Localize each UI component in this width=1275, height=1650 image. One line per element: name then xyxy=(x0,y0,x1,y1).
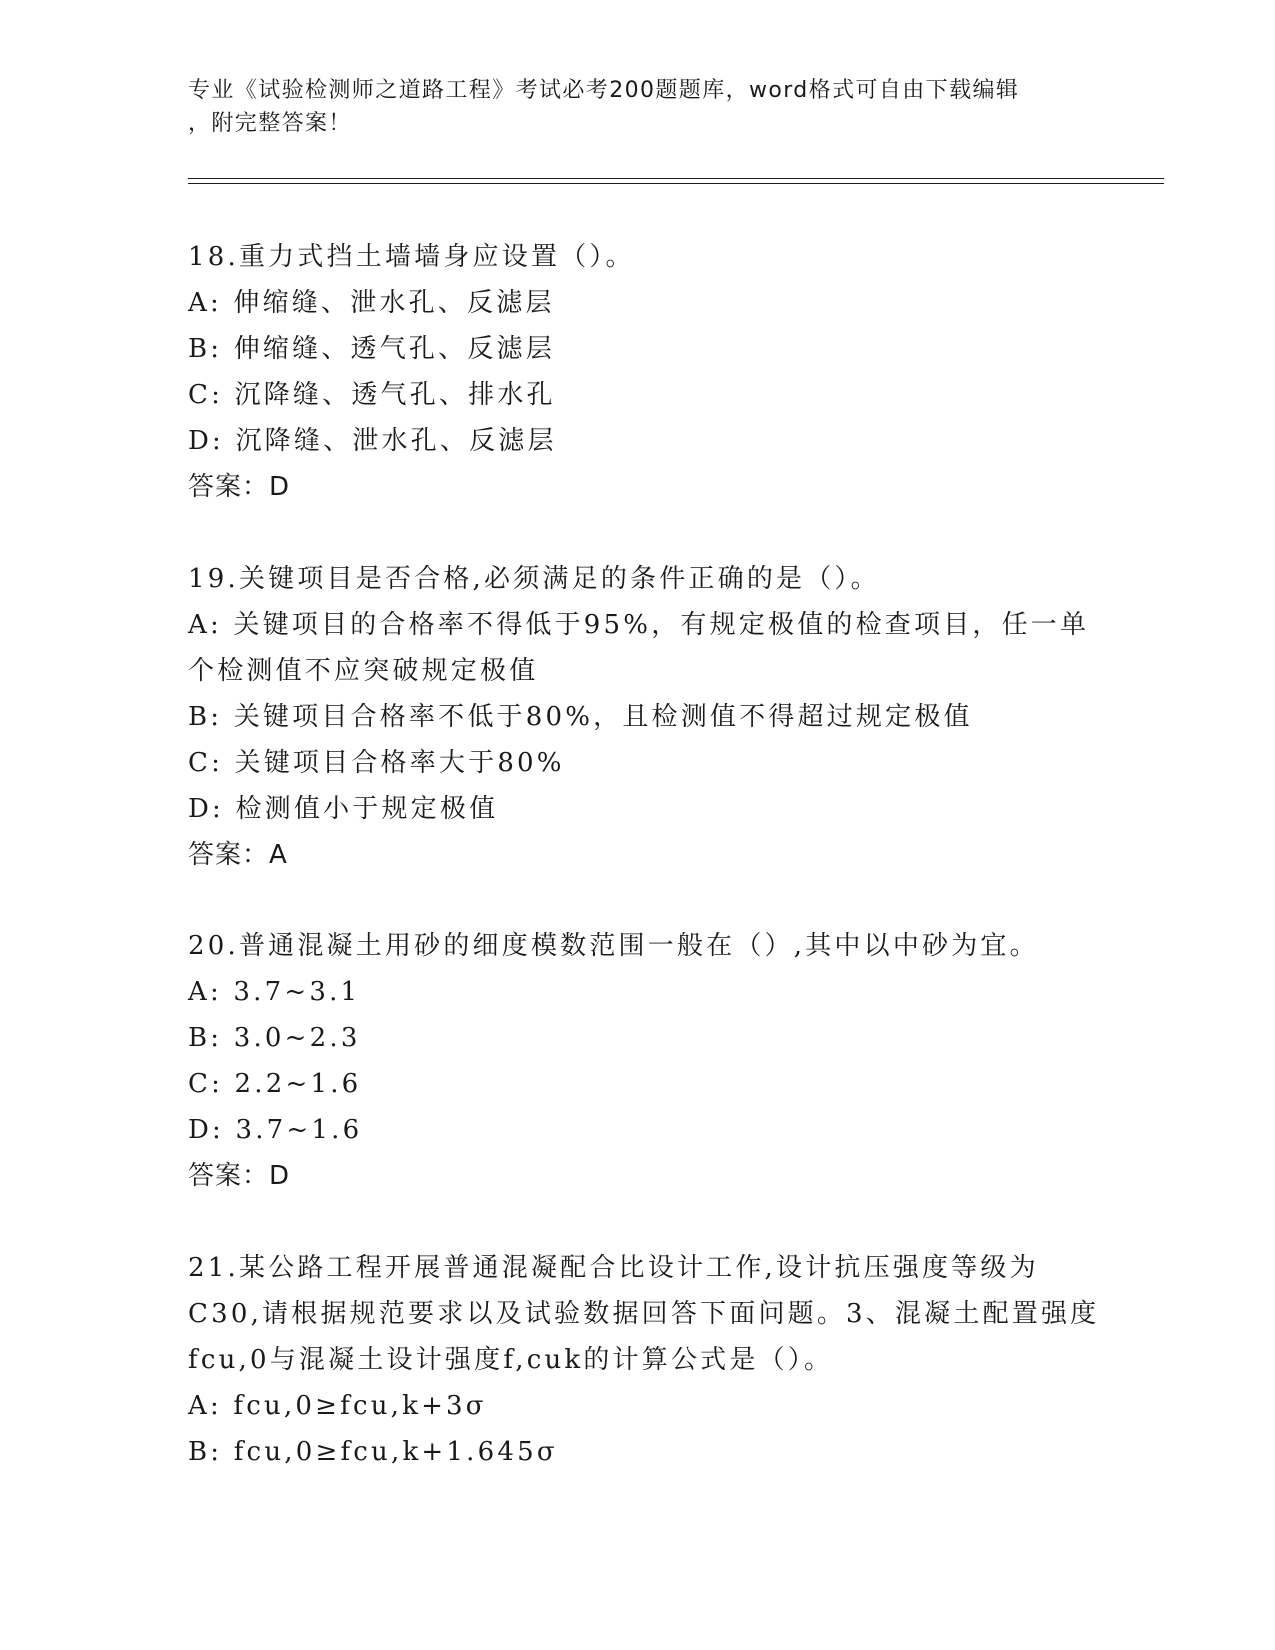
option-c xyxy=(188,372,1088,418)
option-line: A: 关键项目的合格率不得低于95%，有规定极值的检查项目，任一单 xyxy=(188,610,1090,640)
option-line: D: 检测值小于规定极值 xyxy=(188,794,499,824)
option-line: B: 3.0~2.3 xyxy=(188,1023,361,1053)
header-divider xyxy=(188,178,1164,179)
stem-line: 19.关键项目是否合格,必须满足的条件正确的是（）。 xyxy=(188,564,880,594)
question-block xyxy=(188,1245,1100,1475)
stem-line: C30,请根据规范要求以及试验数据回答下面问题。3、混凝土配置强度 xyxy=(188,1299,1100,1329)
option-c xyxy=(188,740,1088,786)
option-b xyxy=(188,1015,1088,1061)
header-divider xyxy=(188,183,1164,184)
header-line: 专业《试验检测师之道路工程》考试必考200题题库，word格式可自由下载编辑 xyxy=(188,78,1020,103)
option-a xyxy=(188,969,1088,1015)
option-b xyxy=(188,1429,1088,1475)
answer-line: 答案：D xyxy=(188,1161,291,1191)
option-line: B: fcu,0≥fcu,k+1.645σ xyxy=(188,1437,558,1467)
question-block xyxy=(188,234,1088,510)
option-line: D: 3.7~1.6 xyxy=(188,1115,363,1145)
question-stem xyxy=(188,923,1088,969)
option-a xyxy=(188,1383,1088,1429)
answer-line: 答案：D xyxy=(188,472,291,502)
option-line: D: 沉降缝、泄水孔、反滤层 xyxy=(188,426,557,456)
option-a xyxy=(188,602,1088,694)
question-block xyxy=(188,556,1088,878)
option-b xyxy=(188,694,1088,740)
stem-line: fcu,0与混凝土设计强度f,cuk的计算公式是（）。 xyxy=(188,1345,834,1375)
option-line: C: 关键项目合格率大于80% xyxy=(188,748,565,778)
option-line: A: 3.7~3.1 xyxy=(188,977,361,1007)
stem-line: 18.重力式挡土墙墙身应设置（）。 xyxy=(188,242,635,272)
option-b xyxy=(188,326,1088,372)
option-line: B: 关键项目合格率不低于80%，且检测值不得超过规定极值 xyxy=(188,702,973,732)
option-line: 个检测值不应突破规定极值 xyxy=(188,656,539,686)
question-stem xyxy=(188,1245,1100,1383)
option-line: C: 沉降缝、透气孔、排水孔 xyxy=(188,380,556,410)
option-line: B: 伸缩缝、透气孔、反滤层 xyxy=(188,334,555,364)
stem-line: 20.普通混凝土用砂的细度模数范围一般在（）,其中以中砂为宜。 xyxy=(188,931,1039,961)
question-stem xyxy=(188,234,1088,280)
stem-line: 21.某公路工程开展普通混凝配合比设计工作,设计抗压强度等级为 xyxy=(188,1253,1039,1283)
header-line: ，附完整答案！ xyxy=(188,111,352,136)
option-line: C: 2.2~1.6 xyxy=(188,1069,362,1099)
option-line: A: fcu,0≥fcu,k+3σ xyxy=(188,1391,487,1421)
option-d xyxy=(188,418,1088,464)
answer-line: 答案：A xyxy=(188,840,288,870)
option-a xyxy=(188,280,1088,326)
option-d xyxy=(188,1107,1088,1153)
question-block xyxy=(188,923,1088,1199)
document-header xyxy=(188,74,1078,140)
option-line: A: 伸缩缝、泄水孔、反滤层 xyxy=(188,288,555,318)
question-stem xyxy=(188,556,1088,602)
option-d xyxy=(188,786,1088,832)
option-c xyxy=(188,1061,1088,1107)
